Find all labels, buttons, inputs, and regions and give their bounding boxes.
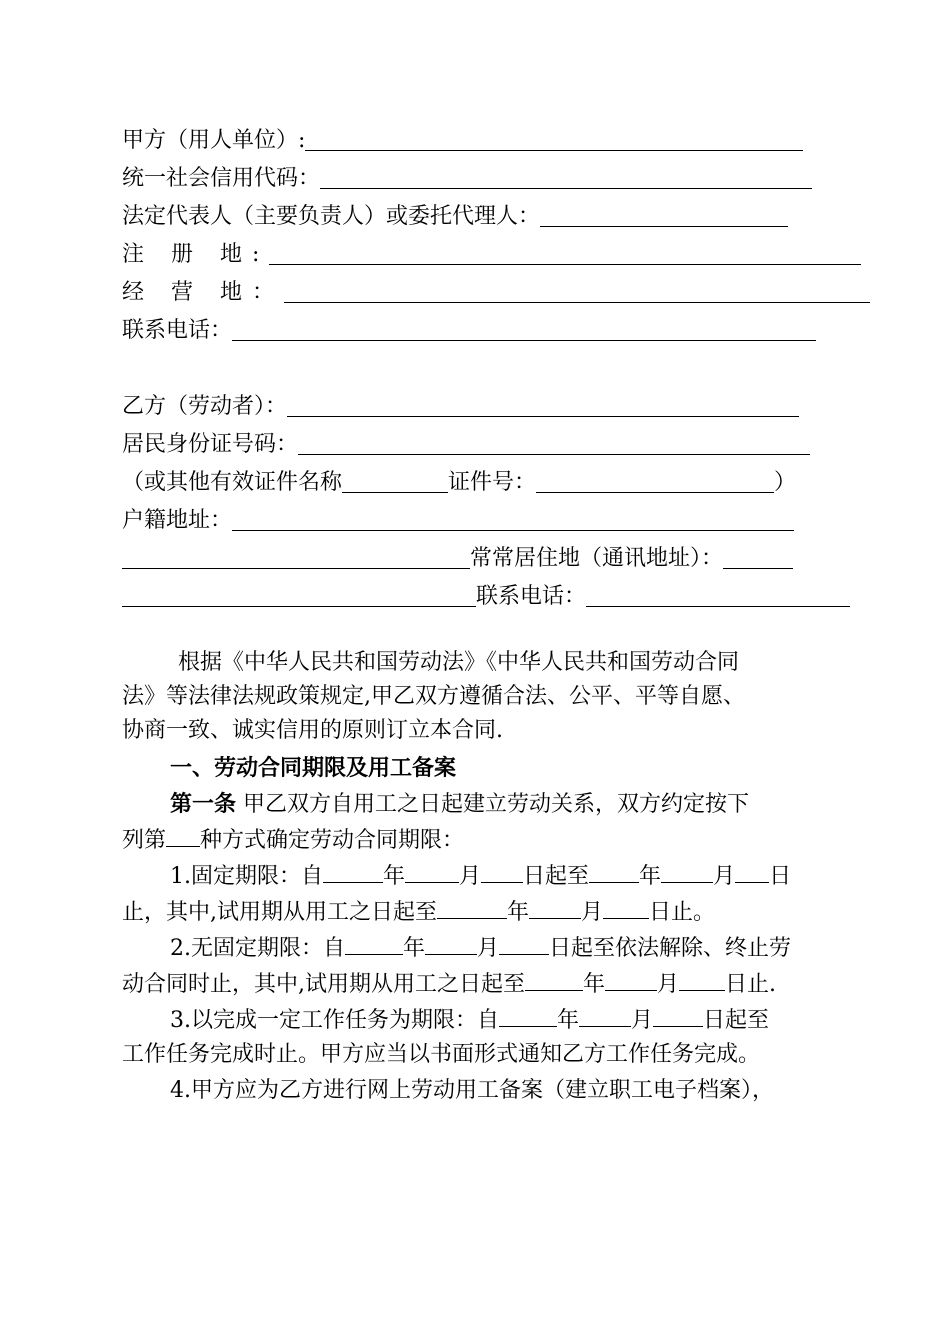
article-1-text-2b: 种方式确定劳动合同期限：: [200, 828, 465, 853]
party-a-rep-label: 法定代表人（主要负责人）或委托代理人：: [122, 204, 541, 229]
item-1-end-day[interactable]: [735, 860, 769, 883]
item-3-line-2: 工作任务完成时止。甲方应当以书面形式通知乙方工作任务完成。: [122, 1042, 761, 1067]
item-2-line-2: [122, 968, 776, 1000]
party-b-phone-field[interactable]: [586, 582, 850, 607]
item-3-label: 3.以完成一定工作任务为期限：自: [170, 1008, 499, 1033]
party-b-id-field[interactable]: [298, 430, 810, 455]
party-b-other-id-num-label: 证件号：: [448, 470, 537, 495]
item-1-line-1: [170, 860, 791, 892]
item-1-start-year[interactable]: [323, 860, 383, 883]
option-number-field[interactable]: [166, 824, 200, 847]
party-b-other-id-num-field[interactable]: [536, 468, 774, 493]
month-unit: 月: [713, 864, 736, 889]
party-a-reg-addr-label: 注 册 地:: [122, 242, 270, 267]
day-from-to: 日起至: [523, 864, 590, 889]
party-a-credit-code-label: 统一社会信用代码：: [122, 166, 321, 191]
item-3-start-month[interactable]: [579, 1004, 631, 1027]
party-b-household-row: [122, 498, 794, 536]
item-2-start-year[interactable]: [345, 932, 403, 955]
month-unit: 月: [581, 900, 604, 925]
item-1-label: 1.固定期限：自: [170, 864, 323, 889]
party-a-biz-addr-field[interactable]: [284, 278, 870, 303]
item-2-start-month[interactable]: [425, 932, 477, 955]
article-1-text-1: 甲乙双方自用工之日起建立劳动关系，双方约定按下: [243, 792, 750, 817]
year-unit: 年: [583, 972, 606, 997]
item-2-line-1: [170, 932, 791, 964]
party-a-reg-addr-field[interactable]: [269, 240, 861, 265]
year-unit: 年: [639, 864, 662, 889]
party-b-residence-row: [122, 536, 793, 574]
party-a-rep-field[interactable]: [540, 202, 788, 227]
article-1-line-2: [122, 824, 464, 856]
item-1-start-day[interactable]: [481, 860, 523, 883]
party-b-name-row: [122, 384, 799, 422]
party-b-phone-label: 联系电话：: [476, 584, 587, 609]
item-2-probation-text: 动合同时止，其中,试用期从用工之日起至: [122, 972, 525, 997]
party-a-biz-addr-label: 经 营 地：: [122, 280, 284, 305]
article-1-text-2a: 列第: [122, 828, 167, 853]
item-1-probation-year[interactable]: [437, 896, 507, 919]
item-1-end-year[interactable]: [589, 860, 639, 883]
item-3-start-year[interactable]: [499, 1004, 557, 1027]
intro-line-3: 协商一致、诚实信用的原则订立本合同.: [122, 718, 503, 743]
year-unit: 年: [557, 1008, 580, 1033]
day-end: 日止。: [649, 900, 716, 925]
month-unit: 月: [459, 864, 482, 889]
party-a-reg-addr-row: [122, 232, 861, 270]
month-unit: 月: [631, 1008, 654, 1033]
item-2-text-end: 日起至依法解除、终止劳: [549, 936, 792, 961]
day-end-dot: 日止.: [725, 972, 777, 997]
article-1-line-1: [170, 790, 749, 820]
year-unit: 年: [383, 864, 406, 889]
item-2-label: 2.无固定期限：自: [170, 936, 345, 961]
party-b-name-label: 乙方（劳动者）：: [122, 394, 288, 419]
party-b-phone-row: [122, 574, 850, 612]
party-a-rep-row: [122, 194, 788, 232]
party-a-name-label: 甲方（用人单位）:: [122, 128, 306, 153]
party-b-household-label: 户籍地址：: [122, 508, 233, 533]
party-b-residence-field[interactable]: [723, 544, 793, 569]
party-b-id-label: 居民身份证号码：: [122, 432, 299, 457]
item-1-probation-text: 止，其中,试用期从用工之日起至: [122, 900, 437, 925]
item-2-start-day[interactable]: [499, 932, 549, 955]
item-1-end-month[interactable]: [661, 860, 713, 883]
intro-line-2: 法》等法律法规政策规定,甲乙双方遵循合法、公平、平等自愿、: [122, 684, 745, 709]
party-a-phone-row: [122, 308, 816, 346]
month-unit: 月: [657, 972, 680, 997]
party-a-name-row: [122, 118, 803, 156]
item-4-line-1: 4.甲方应为乙方进行网上劳动用工备案（建立职工电子档案），: [170, 1078, 774, 1103]
item-2-probation-month[interactable]: [605, 968, 657, 991]
day-unit: 日: [769, 864, 792, 889]
item-2-probation-year[interactable]: [525, 968, 583, 991]
party-b-other-id-open: （或其他有效证件名称: [122, 470, 343, 495]
party-a-credit-code-row: [122, 156, 812, 194]
item-3-start-day[interactable]: [653, 1004, 703, 1027]
party-b-other-id-name-field[interactable]: [342, 468, 448, 493]
party-b-household-field[interactable]: [232, 506, 794, 531]
party-a-phone-field[interactable]: [232, 316, 816, 341]
item-3-line-1: [170, 1004, 769, 1036]
item-1-probation-month[interactable]: [529, 896, 581, 919]
party-b-residence-label: 常常居住地（通讯地址）：: [470, 546, 724, 571]
item-1-probation-day[interactable]: [603, 896, 649, 919]
party-b-household-field-cont[interactable]: [122, 544, 470, 569]
year-unit: 年: [403, 936, 426, 961]
section-1-title: 一、劳动合同期限及用工备案: [170, 756, 457, 781]
year-unit: 年: [507, 900, 530, 925]
item-2-probation-day[interactable]: [679, 968, 725, 991]
item-1-line-2: [122, 896, 715, 928]
party-b-id-row: [122, 422, 810, 460]
party-b-other-id-row: [122, 460, 796, 498]
item-3-text-end: 日起至: [703, 1008, 770, 1033]
party-a-name-field[interactable]: [305, 126, 803, 151]
party-a-phone-label: 联系电话：: [122, 318, 233, 343]
party-b-residence-field-cont[interactable]: [122, 582, 476, 607]
party-a-biz-addr-row: [122, 270, 870, 308]
item-1-start-month[interactable]: [405, 860, 459, 883]
party-b-name-field[interactable]: [287, 392, 799, 417]
month-unit: 月: [477, 936, 500, 961]
intro-line-1: 根据《中华人民共和国劳动法》《中华人民共和国劳动合同: [178, 650, 740, 675]
article-1-label: 第一条: [170, 792, 237, 817]
party-a-credit-code-field[interactable]: [320, 164, 812, 189]
party-b-other-id-close: ）: [774, 470, 797, 495]
